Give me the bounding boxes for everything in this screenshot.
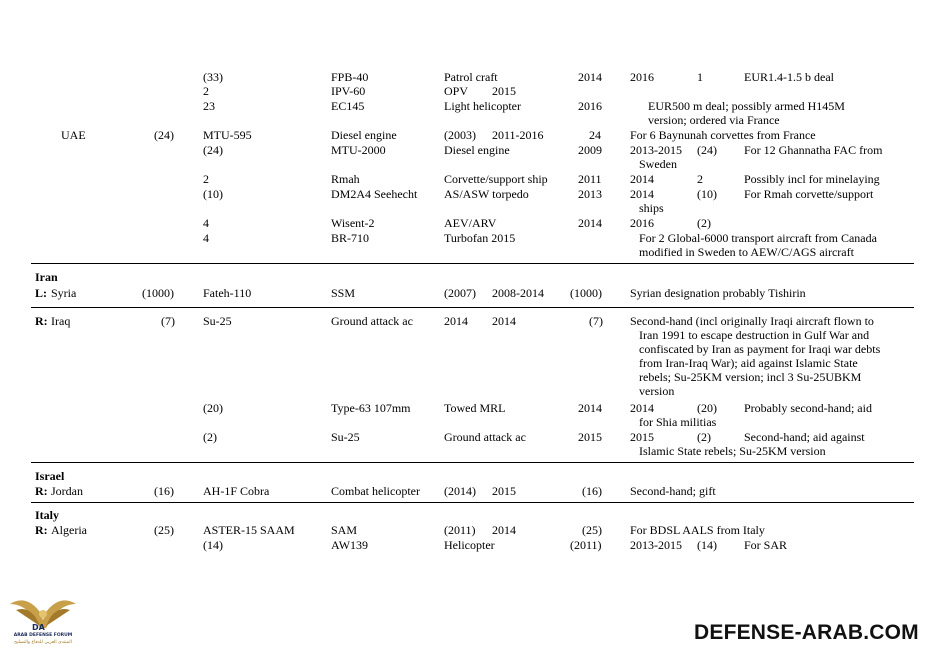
recipient: Jordan: [51, 484, 83, 498]
supplier-heading-iran: Iran: [35, 270, 58, 284]
logo-monogram: DA: [32, 623, 45, 632]
quantity: (10): [203, 187, 223, 201]
quantity: 2: [203, 172, 209, 186]
number-delivered: 2: [697, 172, 703, 186]
comment: For SAR: [744, 538, 788, 552]
section-divider: [31, 307, 914, 308]
transfer-type-tag: R:: [35, 523, 48, 537]
logo-caption: ARAB DEFENSE FORUM: [13, 633, 73, 638]
order-year: 2016: [578, 99, 602, 113]
weapon-designation: Rmah: [331, 172, 360, 186]
weapon-description: Light helicopter: [444, 99, 521, 113]
weapon-description: Ground attack ac: [444, 430, 526, 444]
order-year: 2009: [578, 143, 602, 157]
order-year: 2014: [578, 70, 602, 84]
logo-caption-arabic: المنتدى العربي للدفاع والتسليح: [14, 640, 72, 645]
weapon-designation: Su-25: [203, 314, 232, 328]
recipient-total: (16): [154, 484, 174, 498]
order-year: 2015: [578, 430, 602, 444]
weapon-description: Combat helicopter: [331, 484, 420, 498]
number-delivered: 24: [589, 128, 601, 142]
number-delivered: (2): [697, 216, 711, 230]
delivery-years: 2014: [630, 172, 654, 186]
weapon-designation: AW139: [331, 538, 369, 552]
site-watermark[interactable]: DEFENSE-ARAB.COM: [694, 621, 919, 644]
recipient-total: (1000): [142, 286, 174, 300]
order-year: 2014: [578, 401, 602, 415]
weapon-description: AS/ASW torpedo: [444, 187, 529, 201]
weapon-designation: MTU-2000: [331, 143, 386, 157]
quantity: 23: [203, 99, 215, 113]
weapon-description: Helicopter: [444, 538, 495, 552]
comment: Second-hand; gift: [630, 484, 716, 498]
number-delivered: (24): [697, 143, 717, 157]
recipient: Iraq: [51, 314, 71, 328]
quantity: (2): [203, 430, 217, 444]
order-year: (2003): [444, 128, 476, 142]
weapon-description: Corvette/support ship: [444, 172, 548, 186]
quantity: 2: [203, 84, 209, 98]
weapon-description: Turbofan 2015: [444, 231, 516, 245]
comment: Possibly incl for minelaying: [744, 172, 880, 186]
order-year: 2015: [492, 84, 516, 98]
weapon-description: OPV: [444, 84, 469, 98]
weapon-description: Patrol craft: [444, 70, 498, 84]
comment: Second-hand; aid against Islamic State rebels; Su-25KM version: [639, 430, 865, 458]
delivery-years: 2013-2015: [630, 143, 682, 157]
number-delivered: 1: [697, 70, 703, 84]
weapon-designation: FPB-40: [331, 70, 369, 84]
number-delivered: (7): [589, 314, 603, 328]
section-divider: [31, 502, 914, 503]
number-delivered: (10): [697, 187, 717, 201]
weapon-description: Towed MRL: [444, 401, 506, 415]
quantity: 4: [203, 231, 209, 245]
comment: Syrian designation probably Tishirin: [630, 286, 806, 300]
number-delivered: (2): [697, 430, 711, 444]
recipient: Syria: [51, 286, 77, 300]
number-delivered: (14): [697, 538, 717, 552]
quantity: 4: [203, 216, 209, 230]
recipient: UAE: [61, 128, 86, 142]
number-delivered: (20): [697, 401, 717, 415]
transfer-type-tag: R:: [35, 484, 48, 498]
delivery-years: 2014: [492, 314, 516, 328]
delivery-years: 2014: [492, 523, 516, 537]
comment: For 6 Baynunah corvettes from France: [630, 128, 816, 142]
order-year: (2007): [444, 286, 476, 300]
order-year: 2011: [578, 172, 602, 186]
quantity: (24): [203, 143, 223, 157]
order-year: 2014: [578, 216, 602, 230]
number-delivered: (16): [582, 484, 602, 498]
weapon-designation: EC145: [331, 99, 365, 113]
delivery-years: 2014: [630, 187, 654, 201]
weapon-description: Ground attack ac: [331, 314, 413, 328]
order-year: 2014: [444, 314, 468, 328]
transfer-type-tag: L:: [35, 286, 47, 300]
comment: Second-hand (incl originally Iraqi aircraft flown to Iran 1991 to escape destruction in Gulf War and confiscated by Iran as payment for Iraqi war debts from Iran-Iraq War); aid against Islamic State rebels; Su-25KM version; incl 3 Su-25UBKM version: [630, 314, 881, 398]
delivery-years: 2015: [492, 484, 516, 498]
comment: Probably second-hand; aid for Shia militias: [639, 401, 872, 429]
supplier-heading-israel: Israel: [35, 469, 65, 483]
recipient: Algeria: [51, 523, 87, 537]
delivery-years: 2008-2014: [492, 286, 544, 300]
comment: For BDSL AALS from Italy: [630, 523, 765, 537]
quantity: (20): [203, 401, 223, 415]
quantity: (14): [203, 538, 223, 552]
arab-defense-forum-logo[interactable]: [6, 590, 80, 650]
delivery-years: 2014: [630, 401, 654, 415]
weapon-designation: DM2A4 Seehecht: [331, 187, 418, 201]
number-delivered: (25): [582, 523, 602, 537]
comment: For 12 Ghannatha FAC from Sweden: [639, 143, 883, 171]
comment: EUR500 m deal; possibly armed H145M version; ordered via France: [648, 99, 845, 127]
section-divider: [31, 263, 914, 264]
weapon-designation: IPV-60: [331, 84, 366, 98]
supplier-heading-italy: Italy: [35, 508, 59, 522]
recipient-total: (7): [161, 314, 175, 328]
weapon-description: Diesel engine: [331, 128, 397, 142]
section-divider: [31, 462, 914, 463]
order-year: (2014): [444, 484, 476, 498]
delivery-years: 2015: [630, 430, 654, 444]
recipient-total: (25): [154, 523, 174, 537]
weapon-description: AEV/ARV: [444, 216, 497, 230]
weapon-designation: Wisent-2: [331, 216, 375, 230]
transfer-type-tag: R:: [35, 314, 48, 328]
delivery-years: 2016: [630, 70, 654, 84]
comment: For 2 Global-6000 transport aircraft from Canada modified in Sweden to AEW/C/AGS aircraft: [639, 231, 877, 259]
number-delivered: (1000): [570, 286, 602, 300]
weapon-designation: MTU-595: [203, 128, 252, 142]
order-year: (2011): [570, 538, 602, 552]
weapon-description: SAM: [331, 523, 358, 537]
quantity: (33): [203, 70, 223, 84]
delivery-years: 2011-2016: [492, 128, 544, 142]
comment: EUR1.4-1.5 b deal: [744, 70, 834, 84]
comment: For Rmah corvette/support ships: [639, 187, 874, 215]
weapon-designation: Su-25: [331, 430, 360, 444]
weapon-description: SSM: [331, 286, 356, 300]
order-year: (2011): [444, 523, 476, 537]
delivery-years: 2013-2015: [630, 538, 682, 552]
weapon-designation: AH-1F Cobra: [203, 484, 270, 498]
order-year: 2013: [578, 187, 602, 201]
weapon-designation: Type-63 107mm: [331, 401, 411, 415]
weapon-designation: BR-710: [331, 231, 370, 245]
weapon-designation: Fateh-110: [203, 286, 252, 300]
delivery-years: 2016: [630, 216, 654, 230]
recipient-total: (24): [154, 128, 174, 142]
weapon-designation: ASTER-15 SAAM: [203, 523, 295, 537]
weapon-description: Diesel engine: [444, 143, 510, 157]
